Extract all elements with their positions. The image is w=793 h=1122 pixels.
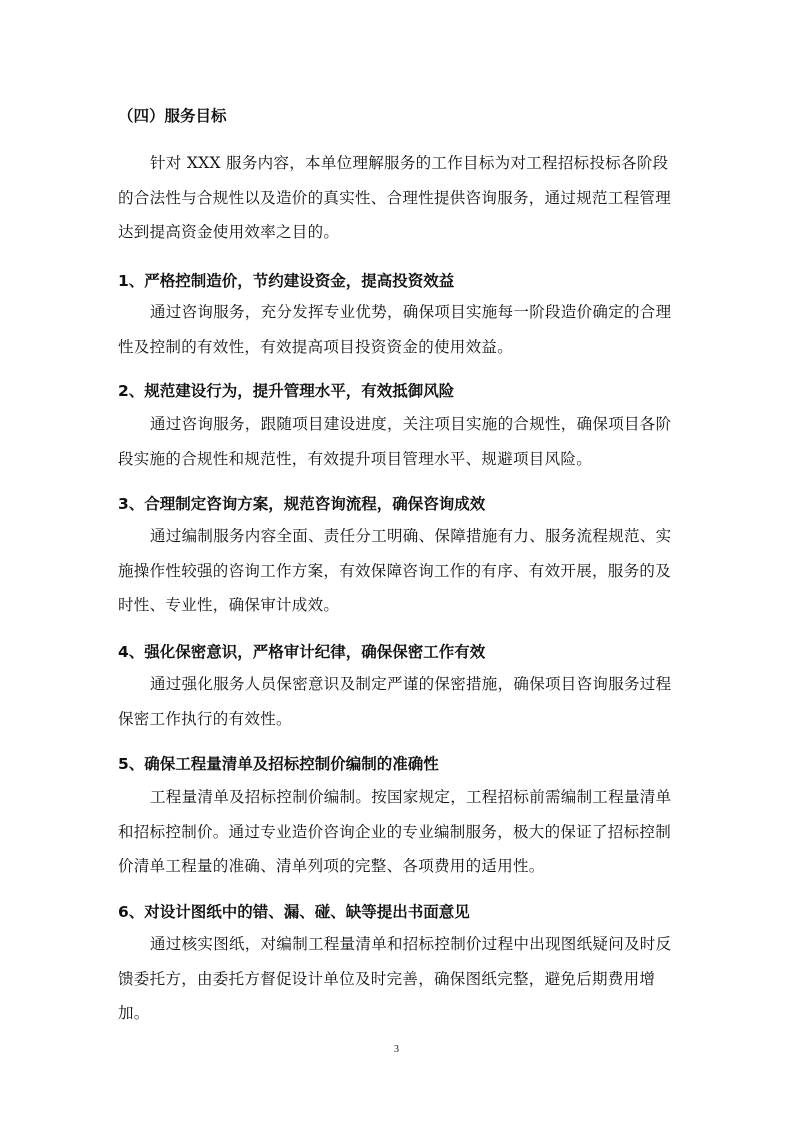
intro-text: 针对 XXX 服务内容，本单位理解服务的工作目标为对工程招标投标各阶段的合法性与合规性以及造价的真实性、合理性提供咨询服务，通过规范工程管理达到提高资金使用效率之目的。 — [118, 154, 672, 241]
item-3-body: 通过编制服务内容全面、责任分工明确、保障措施有力、服务流程规范、实施操作性较强的咨询工作方案，有效保障咨询工作的有序、有效开展，服务的及时性、专业性，确保审计成效。 — [118, 527, 672, 614]
item-1-heading: 1、严格控制造价，节约建设资金，提高投资效益 — [118, 272, 455, 290]
item-1-body: 通过咨询服务，充分发挥专业优势，确保项目实施每一阶段造价确定的合理性及控制的有效性，有效提高项目投资资金的使用效益。 — [118, 303, 672, 356]
item-6-heading: 6、对设计图纸中的错、漏、碰、缺等提出书面意见 — [118, 903, 470, 921]
item-4-heading: 4、强化保密意识，严格审计纪律，确保保密工作有效 — [118, 643, 486, 661]
section-title: （四）服务目标 — [118, 107, 227, 125]
intro-paragraph — [118, 146, 684, 250]
item-5-heading: 5、确保工程量清单及招标控制价编制的准确性 — [118, 755, 439, 773]
item-2-heading: 2、规范建设行为，提升管理水平，有效抵御风险 — [118, 382, 455, 400]
item-6-body: 通过核实图纸，对编制工程量清单和招标控制价过程中出现图纸疑问及时反馈委托方，由委托方督促设计单位及时完善，确保图纸完整，避免后期费用增加。 — [118, 935, 672, 1022]
item-5-body: 工程量清单及招标控制价编制。按国家规定，工程招标前需编制工程量清单和招标控制价。通过专业造价咨询企业的专业编制服务，极大的保证了招标控制价清单工程量的准确、清单列项的完整、各项费用的适用性。 — [118, 788, 672, 875]
item-4-body: 通过强化服务人员保密意识及制定严谨的保密措施，确保项目咨询服务过程保密工作执行的有效性。 — [118, 675, 672, 728]
item-3-heading: 3、合理制定咨询方案，规范咨询流程，确保咨询成效 — [118, 495, 486, 513]
item-2-body: 通过咨询服务，跟随项目建设进度，关注项目实施的合规性，确保项目各阶段实施的合规性和规范性，有效提升项目管理水平、规避项目风险。 — [118, 415, 672, 468]
page-number: 3 — [394, 1044, 399, 1055]
